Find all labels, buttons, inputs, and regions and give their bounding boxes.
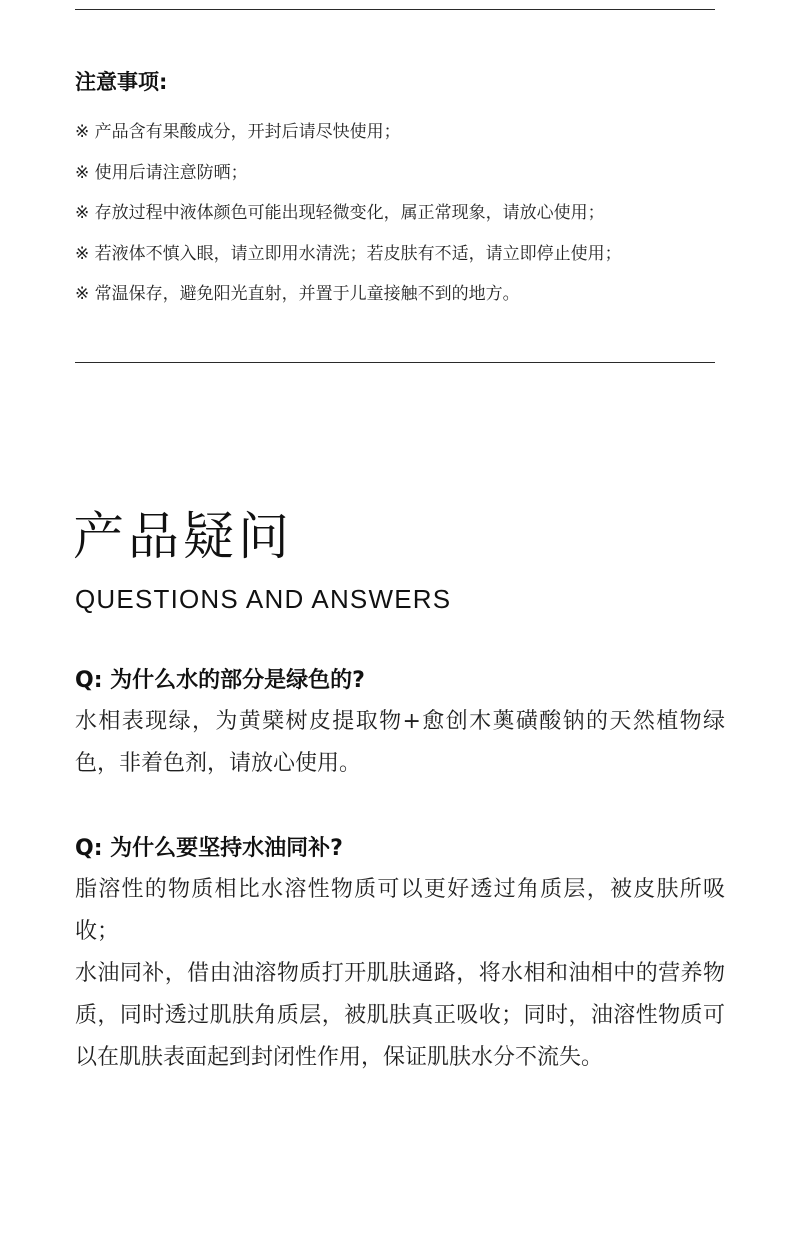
notice-item: ※ 产品含有果酸成分，开封后请尽快使用； bbox=[75, 122, 401, 142]
notice-item: ※ 常温保存，避免阳光直射，并置于儿童接触不到的地方。 bbox=[75, 284, 520, 304]
notice-item: ※ 若液体不慎入眼，请立即用水清洗；若皮肤有不适，请立即停止使用； bbox=[75, 243, 622, 264]
top-divider bbox=[75, 9, 715, 10]
faq-item-green-color bbox=[75, 663, 725, 785]
faq-answer bbox=[75, 701, 725, 785]
faq-question: Q: 为什么水的部分是绿色的? bbox=[75, 668, 365, 693]
faq-answer-paragraph: 水油同补，借由油溶物质打开肌肤通路，将水相和油相中的营养物质，同时透过肌肤角质层，被肌肤真正吸收；同时，油溶性物质可以在肌肤表面起到封闭性作用，保证肌肤水分不流失。 bbox=[75, 961, 725, 1070]
faq-answer bbox=[75, 869, 725, 1079]
notice-title: 注意事项: bbox=[75, 70, 168, 94]
faq-subtitle: QUESTIONS AND ANSWERS bbox=[75, 584, 452, 614]
faq-question: Q: 为什么要坚持水油同补? bbox=[75, 836, 343, 861]
faq-item-water-oil bbox=[75, 831, 725, 1079]
faq-title: 产品疑问 bbox=[73, 508, 294, 567]
notice-item: ※ 使用后请注意防晒； bbox=[75, 162, 248, 183]
section-divider bbox=[75, 362, 715, 363]
notice-list bbox=[75, 116, 735, 319]
faq-answer-paragraph: 水相表现绿，为黄檗树皮提取物+愈创木薁磺酸钠的天然植物绿色，非着色剂，请放心使用。 bbox=[75, 709, 725, 776]
faq-answer-paragraph: 脂溶性的物质相比水溶性物质可以更好透过角质层，被皮肤所吸收； bbox=[75, 877, 725, 944]
notice-item: ※ 存放过程中液体颜色可能出现轻微变化，属正常现象，请放心使用； bbox=[75, 203, 605, 223]
